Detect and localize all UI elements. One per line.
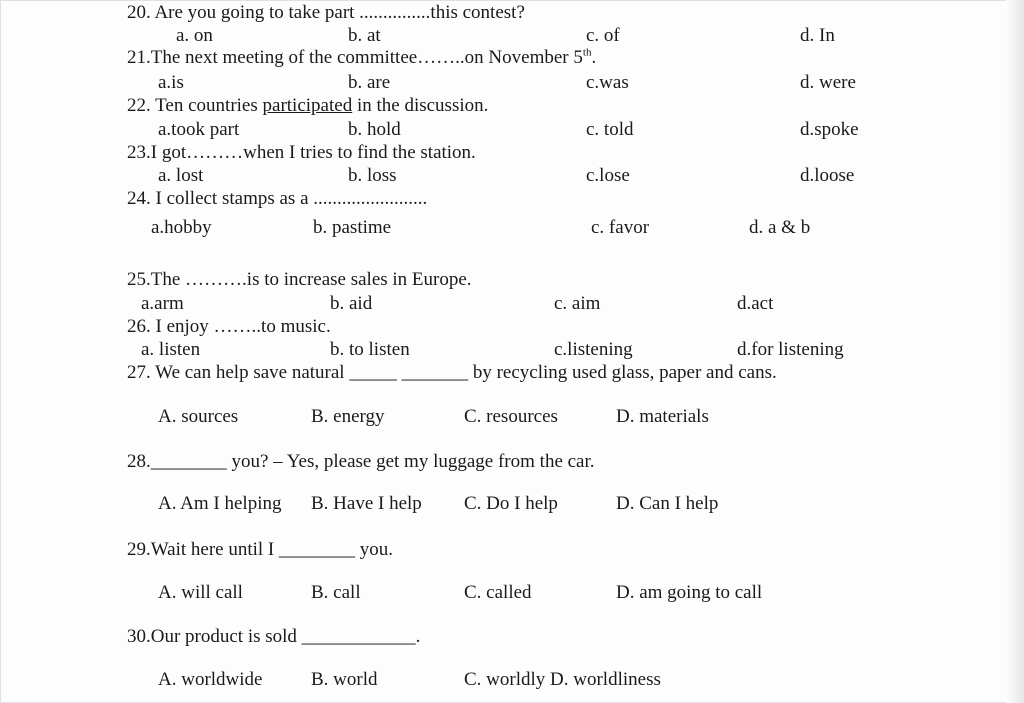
question-27-option-c[interactable]: C. resources [464, 406, 558, 427]
question-29-option-c[interactable]: C. called [464, 582, 532, 603]
question-27-option-b[interactable]: B. energy [311, 406, 385, 427]
question-23-option-c[interactable]: c.lose [586, 165, 630, 186]
question-22-option-a[interactable]: a.took part [158, 119, 240, 140]
question-29-option-d[interactable]: D. am going to call [616, 582, 763, 603]
question-30-option-a[interactable]: A. worldwide [158, 669, 263, 690]
question-26-stem: 26. I enjoy ……..to music. [127, 316, 331, 337]
question-20-option-c[interactable]: c. of [586, 25, 620, 46]
question-23-stem: 23.I got………when I tries to find the station. [127, 142, 476, 163]
question-29-option-b[interactable]: B. call [311, 582, 361, 603]
question-27-option-a[interactable]: A. sources [158, 406, 239, 427]
question-28-option-a[interactable]: A. Am I helping [158, 493, 282, 514]
question-24-option-a[interactable]: a.hobby [151, 217, 212, 238]
question-22-stem-end: in the discussion. [352, 95, 489, 116]
question-22-underlined-word: participated [262, 95, 353, 116]
page-edge-shadow [1006, 0, 1024, 703]
question-22-stem [127, 95, 488, 117]
question-29-stem: 29.Wait here until I ________ you. [127, 539, 394, 560]
question-21-option-a[interactable]: a.is [158, 72, 184, 93]
question-26-option-b[interactable]: b. to listen [330, 339, 410, 360]
question-26-option-d[interactable]: d.for listening [737, 339, 844, 360]
question-28-option-d[interactable]: D. Can I help [616, 493, 719, 514]
question-27-stem: 27. We can help save natural _____ _______ by recycling used glass, paper and cans. [127, 362, 777, 383]
question-25-option-d[interactable]: d.act [737, 293, 774, 314]
question-24-option-b[interactable]: b. pastime [313, 217, 392, 238]
question-20-option-d[interactable]: d. In [800, 25, 835, 46]
question-21-stem-end: . [591, 47, 597, 68]
question-22-stem-text: 22. Ten countries [127, 95, 263, 116]
question-28-option-b[interactable]: B. Have I help [311, 493, 422, 514]
question-22-option-d[interactable]: d.spoke [800, 119, 859, 140]
question-24-stem: 24. I collect stamps as a ........................ [127, 188, 428, 209]
question-21-option-b[interactable]: b. are [348, 72, 391, 93]
question-20-option-a[interactable]: a. on [176, 25, 213, 46]
question-22-option-b[interactable]: b. hold [348, 119, 401, 140]
question-21-stem-text: 21.The next meeting of the committee……..on November 5 [127, 47, 583, 68]
question-23-option-a[interactable]: a. lost [158, 165, 204, 186]
question-28-stem: 28.________ you? – Yes, please get my luggage from the car. [127, 451, 595, 472]
question-21-option-d[interactable]: d. were [800, 72, 856, 93]
question-25-option-b[interactable]: b. aid [330, 293, 373, 314]
question-23-option-b[interactable]: b. loss [348, 165, 397, 186]
question-21-option-c[interactable]: c.was [586, 72, 629, 93]
question-30-option-c-d[interactable]: C. worldly D. worldliness [464, 669, 661, 690]
question-27-option-d[interactable]: D. materials [616, 406, 709, 427]
question-25-option-c[interactable]: c. aim [554, 293, 601, 314]
question-30-option-b[interactable]: B. world [311, 669, 378, 690]
question-24-option-c[interactable]: c. favor [591, 217, 650, 238]
question-21-stem-superscript: th [582, 46, 592, 59]
question-24-option-d[interactable]: d. a & b [749, 217, 811, 238]
question-23-option-d[interactable]: d.loose [800, 165, 855, 186]
question-28-option-c[interactable]: C. Do I help [464, 493, 558, 514]
question-20-option-b[interactable]: b. at [348, 25, 381, 46]
question-22-option-c[interactable]: c. told [586, 119, 634, 140]
question-29-option-a[interactable]: A. will call [158, 582, 243, 603]
question-26-option-c[interactable]: c.listening [554, 339, 633, 360]
question-25-stem: 25.The ……….is to increase sales in Europe. [127, 269, 472, 290]
question-30-stem: 30.Our product is sold ____________. [127, 626, 421, 647]
question-25-option-a[interactable]: a.arm [141, 293, 184, 314]
question-21-stem [127, 47, 596, 69]
question-20-stem: 20. Are you going to take part ...............this contest? [127, 2, 525, 23]
question-26-option-a[interactable]: a. listen [141, 339, 201, 360]
